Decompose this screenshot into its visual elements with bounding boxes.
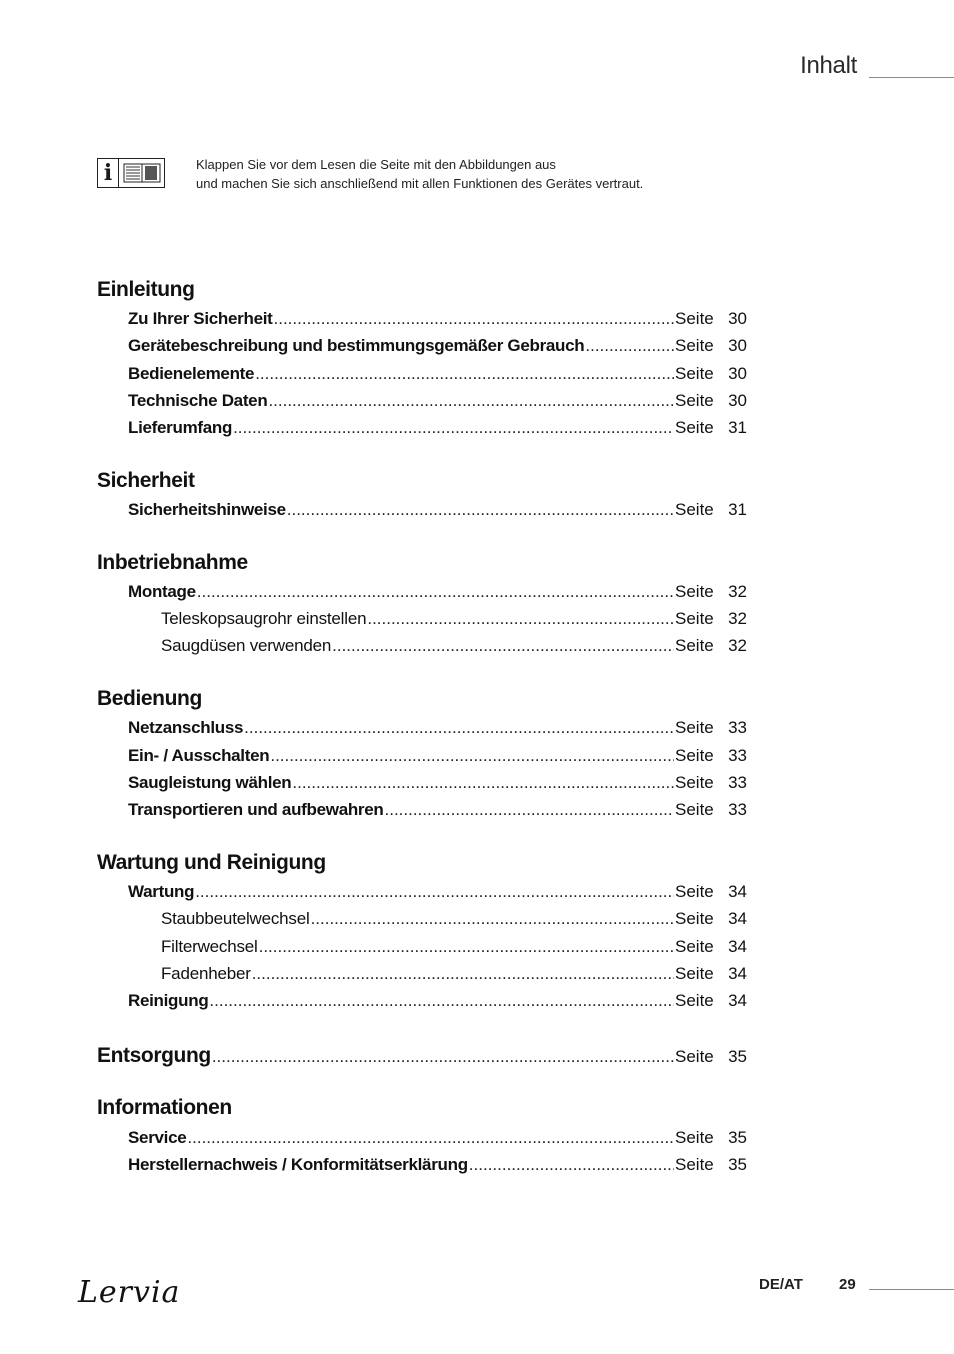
section-title-informationen: Informationen (97, 1096, 232, 1119)
toc-entry[interactable] (128, 309, 747, 331)
intro-line-1: Klappen Sie vor dem Lesen die Seite mit den Abbildungen aus (196, 157, 556, 172)
leader-dots (259, 937, 674, 957)
entry-label: Transportieren und aufbewahren (128, 800, 384, 819)
toc-subentry[interactable] (161, 964, 747, 986)
page-number: 33 (728, 746, 747, 765)
page-number: 33 (728, 718, 747, 737)
leader-dots (332, 636, 674, 656)
toc-subentry[interactable] (161, 636, 747, 658)
leader-dots (252, 964, 674, 984)
toc-subentry[interactable] (161, 609, 747, 631)
toc-entry[interactable] (128, 582, 747, 604)
page-word: Seite (675, 718, 714, 737)
leader-dots (367, 609, 674, 629)
info-icon: i (98, 159, 119, 187)
page-number: 34 (728, 937, 747, 956)
page-word: Seite (675, 336, 714, 355)
toc-subentry[interactable] (161, 937, 747, 959)
page-number: 35 (728, 1128, 747, 1147)
page-word: Seite (675, 609, 714, 628)
page-word: Seite (675, 909, 714, 928)
entry-label: Wartung (128, 882, 195, 901)
leader-dots (274, 309, 674, 329)
section-title-wartung-und-reinigung: Wartung und Reinigung (97, 851, 326, 874)
toc-entry[interactable] (128, 882, 747, 904)
toc-entry[interactable] (128, 1128, 747, 1150)
leader-dots (287, 500, 674, 520)
page-number: 35 (728, 1155, 747, 1174)
page-number: 33 (728, 800, 747, 819)
page-word: Seite (675, 1155, 714, 1174)
locale-code: DE/AT (759, 1276, 803, 1293)
entry-label: Staubbeutelwechsel (161, 909, 310, 928)
toc-subentry[interactable] (161, 909, 747, 931)
page-number: 30 (728, 336, 747, 355)
footer-rule (869, 1289, 954, 1290)
page-number: 32 (728, 609, 747, 628)
toc-entry[interactable] (128, 718, 747, 740)
page-number: 34 (728, 991, 747, 1010)
entry-label: Fadenheber (161, 964, 251, 983)
page-number: 31 (728, 500, 747, 519)
leader-dots (244, 718, 674, 738)
leader-dots (268, 391, 674, 411)
page-word: Seite (675, 964, 714, 983)
page-word: Seite (675, 991, 714, 1010)
entry-label: Montage (128, 582, 196, 601)
toc-entry[interactable] (128, 773, 747, 795)
open-book-icon (119, 159, 164, 187)
page-number: 32 (728, 582, 747, 601)
leader-dots (212, 1047, 674, 1067)
page-number: 30 (728, 364, 747, 383)
page-word: Seite (675, 1047, 714, 1066)
page-number: 31 (728, 418, 747, 437)
section-title-sicherheit: Sicherheit (97, 469, 195, 492)
page-number: 34 (728, 882, 747, 901)
leader-dots (233, 418, 674, 438)
leader-dots (255, 364, 674, 384)
page-word: Seite (675, 391, 714, 410)
leader-dots (209, 991, 674, 1011)
entry-label: Technische Daten (128, 391, 268, 410)
page-word: Seite (675, 364, 714, 383)
page-number: 30 (728, 391, 747, 410)
entry-label: Sicherheitshinweise (128, 500, 286, 519)
page-word: Seite (675, 636, 714, 655)
entry-label: Saugdüsen verwenden (161, 636, 332, 655)
toc-entry[interactable] (128, 800, 747, 822)
page-number: 35 (728, 1047, 747, 1066)
leader-dots (469, 1155, 674, 1175)
info-fold-out-page-icon (97, 158, 165, 188)
entry-label: Service (128, 1128, 187, 1147)
leader-dots (385, 800, 675, 820)
page-title: Inhalt (800, 52, 857, 79)
page-word: Seite (675, 773, 714, 792)
entry-label: Zu Ihrer Sicherheit (128, 309, 273, 328)
section-title-entsorgung: Entsorgung (97, 1044, 211, 1067)
toc-entry[interactable] (128, 991, 747, 1013)
page-number: 34 (728, 964, 747, 983)
section-title-einleitung: Einleitung (97, 278, 195, 301)
page-number: 30 (728, 309, 747, 328)
page-word: Seite (675, 800, 714, 819)
entry-label: Ein- / Ausschalten (128, 746, 270, 765)
page-word: Seite (675, 746, 714, 765)
entry-label: Netzanschluss (128, 718, 244, 737)
page-word: Seite (675, 1128, 714, 1147)
section-title-inbetriebnahme: Inbetriebnahme (97, 551, 248, 574)
brand-logo: Lervia (78, 1275, 181, 1310)
entry-label: Reinigung (128, 991, 209, 1010)
leader-dots (195, 882, 674, 902)
page-number: 32 (728, 636, 747, 655)
leader-dots (197, 582, 674, 602)
intro-line-2: und machen Sie sich anschließend mit allen Funktionen des Gerätes vertraut. (196, 176, 644, 191)
entry-label: Saugleistung wählen (128, 773, 292, 792)
page-word: Seite (675, 882, 714, 901)
intro-notice (196, 155, 643, 193)
section-title-bedienung: Bedienung (97, 687, 202, 710)
page-word: Seite (675, 309, 714, 328)
page-word: Seite (675, 582, 714, 601)
page-word: Seite (675, 418, 714, 437)
leader-dots (187, 1128, 674, 1148)
header-rule (869, 77, 954, 78)
page-number-footer: 29 (839, 1276, 856, 1293)
toc-entry[interactable] (128, 336, 747, 358)
toc-entry[interactable] (128, 418, 747, 440)
entry-label: Herstellernachweis / Konformitätserklärung (128, 1155, 468, 1174)
toc-entry[interactable] (128, 500, 747, 522)
entry-label: Gerätebeschreibung und bestimmungsgemäßer Gebrauch (128, 336, 585, 355)
toc-section-entry-entsorgung[interactable] (97, 1044, 747, 1066)
page-word: Seite (675, 500, 714, 519)
toc-entry[interactable] (128, 1155, 747, 1177)
toc-entry[interactable] (128, 391, 747, 413)
leader-dots (311, 909, 674, 929)
leader-dots (270, 746, 674, 766)
page-number: 33 (728, 773, 747, 792)
leader-dots (585, 336, 674, 356)
page-number: 34 (728, 909, 747, 928)
entry-label: Lieferumfang (128, 418, 233, 437)
toc-entry[interactable] (128, 746, 747, 768)
entry-label: Bedienelemente (128, 364, 255, 383)
entry-label: Filterwechsel (161, 937, 258, 956)
toc-entry[interactable] (128, 364, 747, 386)
page-word: Seite (675, 937, 714, 956)
entry-label: Teleskopsaugrohr einstellen (161, 609, 367, 628)
leader-dots (292, 773, 674, 793)
